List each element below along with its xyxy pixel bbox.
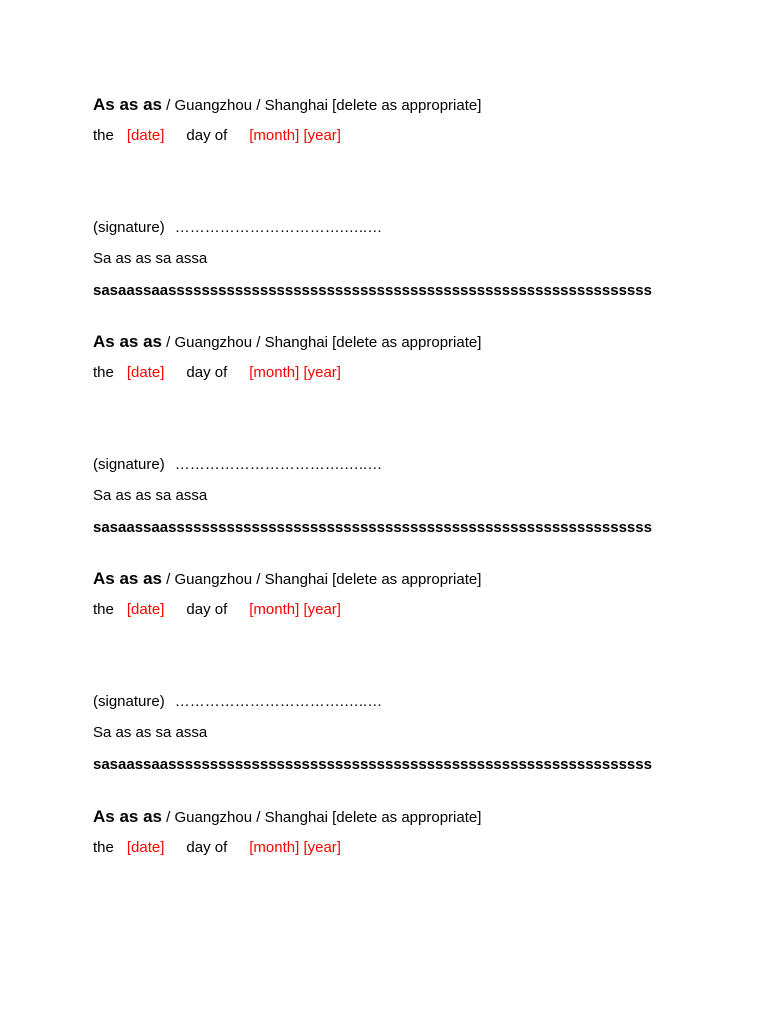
signature-label: (signature) — [93, 219, 165, 236]
the-label: the — [93, 839, 114, 856]
place-heading: As as as — [93, 332, 162, 351]
place-options: / Guangzhou / Shanghai [delete as appropriate] — [162, 571, 482, 588]
signatory-title: sasaassaassssssssssssssssssssssssssssssssssssssssssssssssssssssssss — [93, 282, 652, 299]
date-placeholder: [date] — [126, 127, 165, 144]
month-year-placeholder: [month] [year] — [249, 364, 341, 381]
month-year-placeholder: [month] [year] — [249, 127, 341, 144]
signature-dots: …………………………….…..… — [174, 693, 383, 710]
signatory-name: Sa as as sa assa — [93, 487, 208, 504]
place-line — [93, 570, 481, 589]
date-placeholder: [date] — [126, 601, 165, 618]
date-line — [93, 839, 341, 857]
signature-dots: …………………………….…..… — [174, 456, 383, 473]
date-placeholder: [date] — [126, 839, 165, 856]
signatory-title: sasaassaassssssssssssssssssssssssssssssssssssssssssssssssssssssssss — [93, 519, 652, 536]
day-of-label: day of — [186, 364, 228, 381]
the-label: the — [93, 127, 114, 144]
place-line — [93, 808, 481, 827]
month-year-placeholder: [month] [year] — [249, 601, 341, 618]
date-line — [93, 127, 341, 145]
signatory-title: sasaassaassssssssssssssssssssssssssssssssssssssssssssssssssssssssss — [93, 756, 652, 773]
date-line — [93, 364, 341, 382]
signature-line — [93, 693, 382, 711]
signatory-name: Sa as as sa assa — [93, 724, 208, 741]
signature-line — [93, 456, 382, 474]
day-of-label: day of — [186, 601, 228, 618]
signature-label: (signature) — [93, 456, 165, 473]
signatory-name: Sa as as sa assa — [93, 250, 208, 267]
day-of-label: day of — [186, 839, 228, 856]
signature-dots: …………………………….…..… — [174, 219, 383, 236]
place-heading: As as as — [93, 569, 162, 588]
place-line — [93, 333, 481, 352]
place-options: / Guangzhou / Shanghai [delete as appropriate] — [162, 809, 482, 826]
place-line — [93, 96, 481, 115]
signature-label: (signature) — [93, 693, 165, 710]
date-placeholder: [date] — [126, 364, 165, 381]
the-label: the — [93, 601, 114, 618]
signature-line — [93, 219, 382, 237]
place-heading: As as as — [93, 95, 162, 114]
day-of-label: day of — [186, 127, 228, 144]
place-options: / Guangzhou / Shanghai [delete as appropriate] — [162, 97, 482, 114]
the-label: the — [93, 364, 114, 381]
month-year-placeholder: [month] [year] — [249, 839, 341, 856]
place-options: / Guangzhou / Shanghai [delete as appropriate] — [162, 334, 482, 351]
date-line — [93, 601, 341, 619]
place-heading: As as as — [93, 807, 162, 826]
